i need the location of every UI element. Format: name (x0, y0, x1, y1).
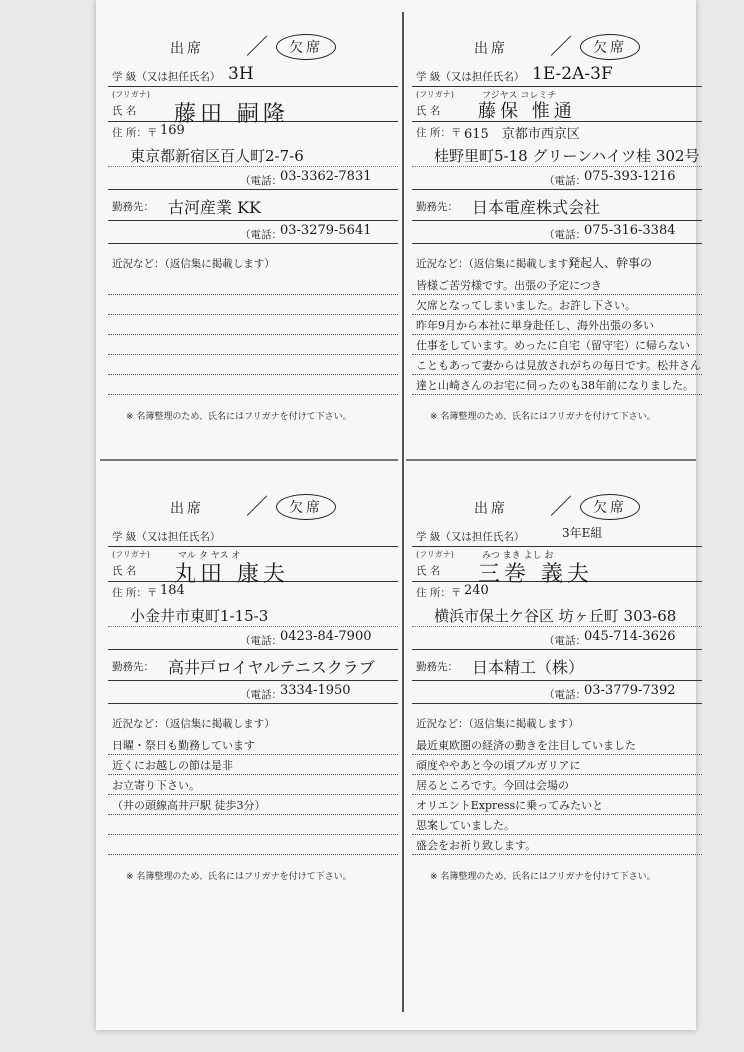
work-tel-label: （電話： (544, 689, 586, 701)
work-value[interactable]: 日本精工（株） (472, 658, 585, 677)
tel-value[interactable]: 0423-84-7900 (280, 629, 372, 644)
address-value[interactable]: 東京都新宿区百人町2-7-6 (130, 147, 304, 165)
work-row (108, 649, 398, 681)
slash-separator: ／ (550, 35, 573, 60)
address-label: 住 所：〒 (416, 127, 462, 139)
work-tel-value[interactable]: 03-3279-5641 (280, 223, 372, 238)
attendance-row (108, 20, 398, 64)
tel-value[interactable]: 075-393-1216 (584, 169, 676, 184)
news-lines (108, 275, 398, 395)
work-tel-label: （電話： (240, 689, 282, 701)
news-line[interactable] (412, 775, 702, 795)
absent-option-circled[interactable]: 欠席 (276, 494, 336, 520)
name-row (108, 87, 398, 127)
address-row (108, 582, 398, 602)
furigana-note: ※ 名簿整理のため、氏名にはフリガナを付けて下さい。 (126, 872, 352, 882)
furigana-label: (フリガナ) (416, 550, 454, 559)
absent-option-circled[interactable]: 欠席 (580, 494, 640, 520)
news-line[interactable] (412, 355, 702, 375)
address-row (412, 582, 702, 602)
news-line-text: オリエントExpressに乗ってみたいと (416, 799, 604, 812)
furigana-note: ※ 名簿整理のため、氏名にはフリガナを付けて下さい。 (126, 412, 352, 422)
news-section (108, 256, 398, 395)
news-line-text: 思案していました。 (416, 819, 515, 832)
news-line[interactable] (108, 315, 398, 335)
news-lines (412, 275, 702, 395)
name-label: 氏 名 (416, 565, 441, 577)
work-tel-label: （電話： (240, 229, 282, 241)
furigana-value[interactable]: みつ まき よし お (482, 551, 554, 561)
tel-row (412, 627, 702, 649)
news-line[interactable] (108, 795, 398, 815)
news-label: 近況など：（返信集に掲載します） (112, 258, 275, 270)
grade-label: 学 級（又は担任氏名） (416, 531, 525, 543)
news-section (412, 256, 702, 395)
address-label: 住 所：〒 (112, 127, 158, 139)
address-value[interactable]: 桂野里町5-18 グリーンハイツ桂 302号 (434, 147, 700, 165)
grade-value[interactable]: 3H (228, 64, 254, 84)
news-line[interactable] (412, 335, 702, 355)
postal-code-value[interactable]: 240 (464, 583, 489, 598)
attendance-row (412, 20, 702, 64)
work-tel-label: （電話： (544, 229, 586, 241)
vertical-divider (402, 12, 404, 1012)
news-label: 近況など：（返信集に掲載します） (112, 718, 275, 730)
tel-label: （電話： (544, 635, 586, 647)
name-value[interactable]: 丸田 康夫 (174, 562, 289, 587)
news-line-text: 達と山崎さんのお宅に伺ったのも38年前になりました。 (416, 379, 694, 392)
work-label: 勤務先： (112, 201, 154, 213)
grade-row (412, 524, 702, 547)
furigana-label: (フリガナ) (416, 90, 454, 99)
address-row (108, 122, 398, 142)
news-line-text: 皆様ご苦労様です。出張の予定につき (416, 279, 602, 292)
work-label: 勤務先： (416, 201, 458, 213)
news-line[interactable] (412, 375, 702, 395)
postal-code-value[interactable]: 184 (160, 583, 185, 598)
furigana-value[interactable]: フジヤス コレミチ (482, 91, 557, 101)
tel-label: （電話： (544, 175, 586, 187)
grade-label: 学 級（又は担任氏名） (416, 71, 525, 83)
tel-row (108, 627, 398, 649)
reply-card-top-right (412, 20, 702, 422)
grade-row (108, 64, 398, 87)
work-row (412, 649, 702, 681)
work-tel-value[interactable]: 075-316-3384 (584, 223, 676, 238)
news-line[interactable] (412, 315, 702, 335)
work-tel-row (412, 681, 702, 704)
address-line-row (108, 602, 398, 627)
tel-value[interactable]: 045-714-3626 (584, 629, 676, 644)
grade-value[interactable]: 3年E組 (562, 526, 603, 540)
furigana-label: (フリガナ) (112, 90, 150, 99)
work-tel-row (108, 681, 398, 704)
address-line-row (108, 142, 398, 167)
grade-row (412, 64, 702, 87)
present-option[interactable]: 出席 (170, 41, 204, 57)
address-line-row (412, 142, 702, 167)
work-tel-row (108, 221, 398, 244)
slash-separator: ／ (550, 495, 573, 520)
news-line[interactable] (108, 355, 398, 375)
address-value[interactable]: 小金井市東町1-15-3 (130, 607, 269, 625)
work-tel-value[interactable]: 3334-1950 (280, 683, 351, 698)
tel-row (412, 167, 702, 189)
news-line-text: 頑度ややあと今の頃ブルガリアに (416, 759, 581, 772)
name-value[interactable]: 藤保 惟通 (478, 101, 576, 122)
news-lines (412, 735, 702, 855)
news-line[interactable] (412, 275, 702, 295)
news-section (108, 716, 398, 855)
news-line[interactable] (108, 335, 398, 355)
news-line-text: 日曜・祭日も勤務しています (112, 739, 255, 752)
news-line-text: 最近東欧圏の経済の動きを注目していました (416, 739, 636, 752)
news-line[interactable] (108, 815, 398, 835)
news-section (412, 716, 702, 855)
address-value[interactable]: 横浜市保土ケ谷区 坊ヶ丘町 303-68 (434, 607, 677, 625)
grade-label: 学 級（又は担任氏名） (112, 531, 221, 543)
news-first-inline[interactable]: 発起人、幹事の (568, 256, 653, 270)
news-line-text: （井の頭線高井戸駅 徒歩3分） (112, 799, 266, 812)
name-row (108, 547, 398, 587)
news-line-text: お立寄り下さい。 (112, 779, 200, 792)
furigana-value[interactable]: マル タ ヤス オ (178, 551, 241, 561)
address-label: 住 所：〒 (416, 587, 462, 599)
grade-row (108, 524, 398, 547)
news-lines (108, 735, 398, 855)
tel-value[interactable]: 03-3362-7831 (280, 169, 372, 184)
address-row (412, 122, 702, 142)
news-line-text: こともあって妻からは見放されがちの毎日です。松井さん (416, 359, 702, 372)
cut-line-left (100, 459, 398, 461)
reply-card-bottom-left (108, 480, 398, 882)
work-label: 勤務先： (112, 661, 154, 673)
news-line[interactable] (108, 735, 398, 755)
tel-label: （電話： (240, 635, 282, 647)
present-option[interactable]: 出席 (474, 41, 508, 57)
furigana-label: (フリガナ) (112, 550, 150, 559)
work-label: 勤務先： (416, 661, 458, 673)
news-line[interactable] (108, 755, 398, 775)
news-line[interactable] (108, 375, 398, 395)
work-tel-value[interactable]: 03-3779-7392 (584, 683, 676, 698)
attendance-row (412, 480, 702, 524)
news-label: 近況など：（返信集に掲載します） (416, 718, 579, 730)
name-label: 氏 名 (112, 565, 137, 577)
news-line-text: 欠席となってしまいました。お許し下さい。 (416, 299, 636, 312)
address-line-row (412, 602, 702, 627)
slash-separator: ／ (246, 35, 269, 60)
slash-separator: ／ (246, 495, 269, 520)
news-line-text: 仕事をしています。めったに自宅（留守宅）に帰らない (416, 339, 691, 352)
news-line[interactable] (412, 735, 702, 755)
grade-label: 学 級（又は担任氏名） (112, 71, 221, 83)
news-line-text: 居るところです。今回は会場の (416, 779, 570, 792)
absent-option-circled[interactable]: 欠席 (580, 34, 640, 60)
present-option[interactable]: 出席 (474, 501, 508, 517)
tel-label: （電話： (240, 175, 282, 187)
name-label: 氏 名 (112, 105, 137, 117)
work-value[interactable]: 高井戸ロイヤルテニスクラブ (168, 658, 375, 677)
postal-code-value[interactable]: 169 (160, 123, 185, 138)
work-row (412, 189, 702, 221)
work-tel-row (412, 221, 702, 244)
news-line[interactable] (108, 775, 398, 795)
reply-card-bottom-right (412, 480, 702, 882)
reply-card-top-left (108, 20, 398, 422)
grade-value[interactable]: 1E-2A-3F (532, 64, 613, 84)
news-line-text: 昨年9月から本社に単身赴任し、海外出張の多い (416, 319, 654, 332)
work-value[interactable]: 古河産業 KK (168, 198, 261, 217)
address-label: 住 所：〒 (112, 587, 158, 599)
postal-code-value[interactable]: 615 京都市西京区 (464, 127, 580, 142)
work-row (108, 189, 398, 221)
news-line[interactable] (108, 835, 398, 855)
name-row (412, 87, 702, 122)
name-row (412, 547, 702, 587)
news-line[interactable] (412, 295, 702, 315)
news-line[interactable] (412, 755, 702, 775)
news-line[interactable] (412, 795, 702, 815)
news-line[interactable] (412, 815, 702, 835)
tel-row (108, 167, 398, 189)
absent-option-circled[interactable]: 欠席 (276, 34, 336, 60)
present-option[interactable]: 出席 (170, 501, 204, 517)
news-line-text: 近くにお越しの節は是非 (112, 759, 233, 772)
news-line-text: 盛会をお祈り致します。 (416, 839, 537, 852)
furigana-note: ※ 名簿整理のため、氏名にはフリガナを付けて下さい。 (430, 872, 656, 882)
cut-line-right (406, 459, 696, 461)
news-label: 近況など：（返信集に掲載します） (416, 258, 579, 270)
news-line[interactable] (108, 295, 398, 315)
news-line[interactable] (108, 275, 398, 295)
name-value[interactable]: 三巻 義夫 (478, 562, 593, 587)
attendance-row (108, 480, 398, 524)
name-label: 氏 名 (416, 105, 441, 117)
work-value[interactable]: 日本電産株式会社 (472, 198, 601, 217)
name-value[interactable]: 藤田 嗣隆 (174, 102, 289, 127)
furigana-note: ※ 名簿整理のため、氏名にはフリガナを付けて下さい。 (430, 412, 656, 422)
news-line[interactable] (412, 835, 702, 855)
